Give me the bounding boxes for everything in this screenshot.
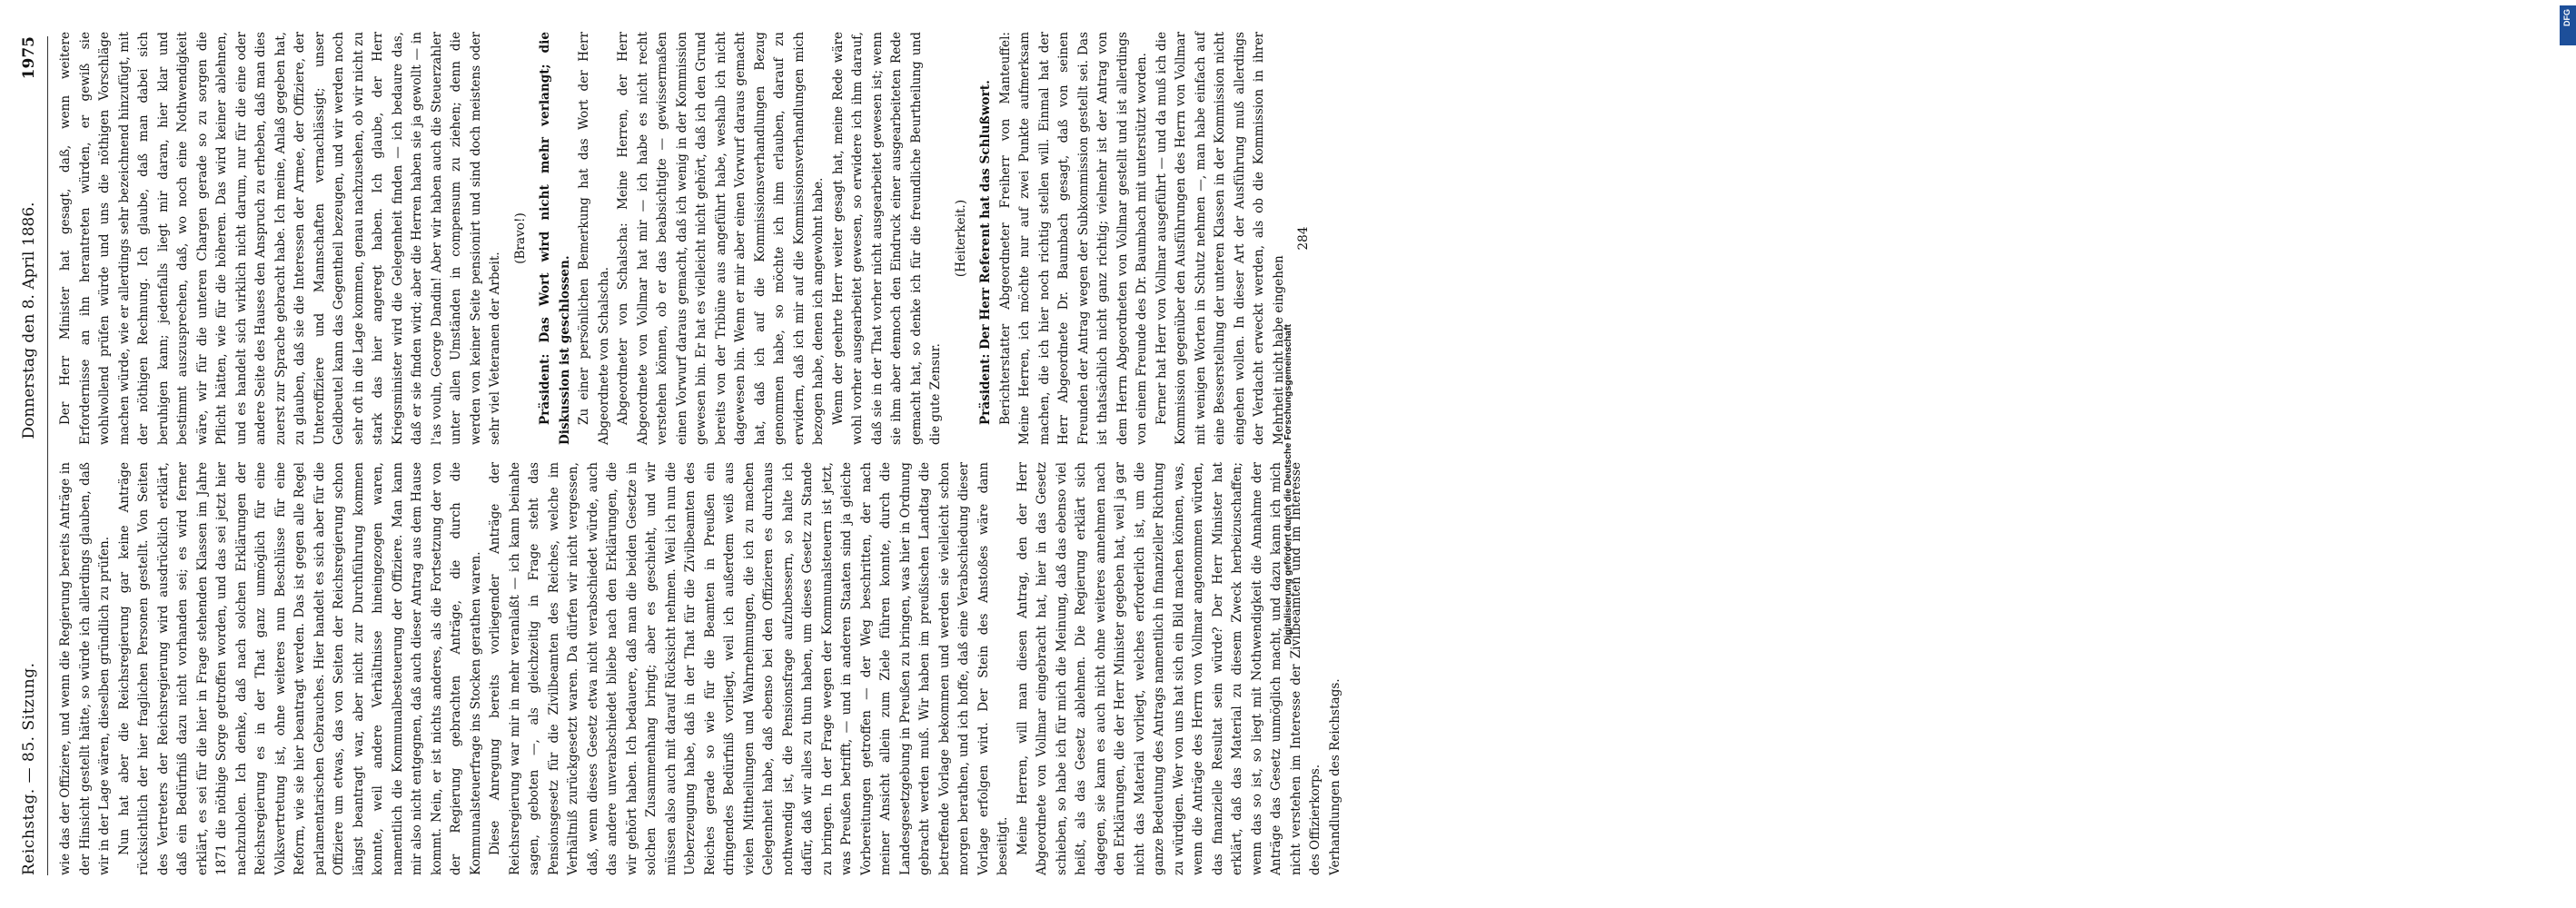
right-paragraph: Abgeordneter von Schalscha: Meine Herren, der Herr Abgeordnete von Vollmar hat mir — ich habe es nicht recht verstehen können, ob er das beabsichtigte — gewissermaßen einen Vorwurf daraus gemacht, daß ich wenig in der Kommission gewesen bin. Er hat es vielleicht nicht gehört, daß ich den Grund bereits von der Tribüne aus angeführt habe, weshalb ich nicht dagewesen bin. Wenn er mir aber einen Vorwurf daraus gemacht hat, daß ich auf die Kommissionsverhandlungen Bezug genommen habe, so möchte ich ihm erlauben, darauf zu erwidern, daß ich mir auf die Kommissionsverhandlungen mich bezogen habe, denen ich angewohnt habe.	[616, 32, 826, 445]
footer-line: Verhandlungen des Reichstags.	[1327, 678, 1342, 875]
left-paragraph: wie das der Offiziere, und wenn die Regierung bereits Anträge in der Hinsicht gestellt hätte, so würde ich allerdings glauben, daß wir in der Lage wären, dieselben gründlich zu prüfen.	[58, 462, 112, 875]
header-date: Donnerstag den 8. April 1886.	[20, 202, 38, 439]
left-column	[56, 462, 1345, 875]
right-paragraph: Ferner hat Herr von Vollmar ausgeführt — und da muß ich die Kommission gegenüber den Ausführungen des Herrn von Vollmar mit wenigen Worten in Schutz nehmen —, man habe einfach auf eine Besserstellung der unteren Klassen in der Kommission nicht eingehen wollen. In dieser Art der Ausführung muß allerdings der Verdacht erweckt werden, als ob die Kommission in ihrer Mehrheit nicht habe eingehen	[1154, 32, 1286, 445]
right-paragraph: Der Herr Minister hat gesagt, daß, wenn weitere Erfordernisse an ihn herantreten würden, er gewiß sie wohlwollend prüfen würde und uns die nöthigen Vorschläge machen würde, wie er allerdings sehr bezeichnend hinzufügt, mit der nöthigen Rechnung. Ich glaube, daß man dabei sich beruhigen kann; jedenfalls liegt mir daran, hier klar und bestimmt auszusprechen, daß, wo noch eine Nothwendigkeit wäre, wir für die unteren Chargen gerade so zu sorgen die Pflicht hätten, wie für die höheren. Das wird keiner ablehnen, und es handelt sich wirklich nicht darum, nur für die eine oder andere Seite des Hauses den Anspruch zu erheben, daß man dies zuerst zur Sprache gebracht habe. Ich meine, Anlaß gegeben hat, zu glauben, daß sie die Interessen der Armee, der Offiziere, der Unteroffiziere und Mannschaften vernachlässigt; unser Geldbeutel kann das Gegentheil bezeugen, und wir werden noch sehr oft in die Lage kommen, genau nachzusehen, ob wir nicht zu stark das hier angeregt haben. Ich glaube, der Herr Kriegsminister wird die Gelegenheit finden — ich bedaure das, daß er sie finden wird; aber die Herren haben sie ja gewollt — in l'as vouln, George Dandin! Aber wir haben auch die Steuerzahler unter allen Umständen in compensum zu ziehen; denn die werden von keiner Seite pensionirt und sind doch meistens oder sehr viel Veteranen der Arbeit.	[58, 32, 502, 445]
left-paragraph: Diese Anregung bereits vorliegender Anträge der Reichsregierung war mir in mehr veranlaßt — ich kann beinahe sagen, geboten —, als gleichzeitig in Frage steht das Pensionsgesetz für die Zivilbeamten des Reiches, welche im Verhältniß zurückgesetzt waren. Da dürfen wir nicht vergessen, daß, wenn dieses Gesetz etwa nicht verabschiedet würde, auch das andere unverabschiedet bliebe nach den Erklärungen, die wir gehört haben. Ich bedauere, daß man die beiden Gesetze in solchen Zusammenhang bringt; aber es geschieht, und wir müssen also auch mit darauf Rücksicht nehmen. Weil ich nun die Ueberzeugung habe, daß in der That für die Zivilbeamten des Reiches gerade so wie für die Beamten in Preußen ein dringendes Bedürfniß vorliegt, weil ich außerdem weiß aus vielen Mittheilungen und Wahrnehmungen, die ich zu machen Gelegenheit habe, daß ebenso bei den Offizieren es durchaus nothwendig ist, die Pensionsfrage aufzubessern, so halte ich dafür, daß wir alles zu thun haben, um dieses Gesetz zu Stande zu bringen. In der Frage wegen der Kommunalsteuern ist jetzt, was Preußen betrifft, — und in anderen Staaten sind ja gleiche Vorbereitungen getroffen — der Weg beschritten, der nach meiner Ansicht allein zum Ziele führen konnte, durch die Landesgesetzgebung in Preußen zu bringen, was hier in Ordnung gebracht werden muß. Wir haben im preußischen Landtag die betreffende Vorlage bekommen und werden sie vielleicht schon morgen berathen, und ich hoffe, daß eine Verabschiedung dieser Vorlage erfolgen wird. Der Stein des Anstoßes wäre dann beseitigt.	[488, 462, 1010, 875]
president-statement: Präsident: Der Herr Referent hat das Schlußwort.	[978, 80, 993, 425]
dfg-logo: DFG	[2560, 5, 2576, 45]
left-paragraph: Nun hat aber die Reichsregierung gar keine Anträge rücksichtlich der hier fraglichen Personen gestellt. Von Seiten des Vertreters der Reichsregierung wird ausdrücklich erklärt, daß ein Bedürfniß dazu nicht vorhanden sei; es wird ferner erklärt, es sei für die hier in Frage stehenden Klassen im Jahre 1871 die nöthige Sorge getroffen worden, und das sei jetzt hier nachzuholen. Ich denke, daß nach solchen Erklärungen der Reichsregierung es in der That ganz unmöglich für eine Volksvertretung ist, ohne weiteres nun Beschlüsse für eine Reform, wie sie hier beantragt werden. Das ist gegen alle Regel parlamentarischen Gebrauches. Hier handelt es sich aber für die Offiziere um etwas, das von Seiten der Reichsregierung schon längst beantragt war, aber nicht zur Durchführung kommen konnte, weil andere Verhältnisse hineingezogen waren, namentlich die Kommunalbesteuerung der Offiziere. Man kann mir also nicht entgegnen, daß auch dieser Antrag aus dem Hause kommt. Nein, er ist nichts anderes, als die Fortsetzung der von der Regierung gebrachten Anträge, die durch die Kommunalsteuerfrage ins Stocken gerathen waren.	[116, 462, 483, 875]
right-paragraph: Zu einer persönlichen Bemerkung hat das Wort der Herr Abgeordnete von Schalscha.	[577, 32, 611, 445]
digitization-credit-text: Digitalisierung gefördert durch die Deutsche Forschungsgemeinschaft	[1283, 324, 1293, 645]
right-paragraph: Berichterstatter Abgeordneter Freiherr von Manteuffel: Meine Herren, ich möchte nur auf zwei Punkte aufmerksam machen, die ich hier noch richtig stellen will. Einmal hat der Herr Abgeordnete Dr. Baumbach gesagt, daß von seinen Freunden der Antrag wegen der Subkommission gestellt sei. Das ist thatsächlich nicht ganz richtig; vielmehr ist der Antrag von dem Herrn Abgeordneten von Vollmar gestellt und ist allerdings von einem Freunde des Dr. Baumbach mit unterstützt worden.	[997, 32, 1149, 445]
right-column	[56, 32, 1320, 445]
president-statement: Präsident: Das Wort wird nicht mehr verlangt; die Diskussion ist geschlossen.	[538, 32, 572, 445]
header-rule	[47, 36, 48, 875]
left-paragraph: Meine Herren, will man diesen Antrag, den der Herr Abgeordnete von Vollmar eingebracht hat, hier in das Gesetz schieben, so habe ich für mich die Meinung, daß das ebenso viel heißt, als das Gesetz ablehnen. Die Regierung erklärt sich dagegen, sie kann es auch nicht ohne weiteres annehmen nach den Erklärungen, die der Herr Minister gegeben hat, weil ja gar nicht das Material vorliegt, welches erforderlich ist, um die ganze Bedeutung des Antrags namentlich in finanzieller Richtung zu würdigen. Wer von uns hat sich ein Bild machen können, was, wenn die Anträge des Herrn von Vollmar angenommen würden, das finanzielle Resultat sein würde? Der Herr Minister hat erklärt, daß das Material zu diesem Zweck herbeizuschaffen; wenn das so ist, so liegt mit Nothwendigkeit die Annahme der Anträge das Gesetz unmöglich macht, und dazu kann ich mich nicht verstehen im Interesse der Zivilbeamten und im Interesse des Offizierkorps.	[1015, 462, 1323, 875]
signature-mark: 284	[1296, 226, 1311, 251]
page-number: 1975	[20, 36, 38, 80]
right-paragraph: Wenn der geehrte Herr weiter gesagt hat, meine Rede wäre wohl vorher ausgearbeitet gewesen, so erwidere ich ihm darauf, daß sie in der That vorher nicht ausgearbeitet gewesen ist; wenn sie ihm aber dennoch den Eindruck einer ausgearbeiteten Rede gemacht hat, so denke ich für die freundliche Beurtheilung und die gute Zensur.	[830, 32, 943, 445]
applause-note: (Bravo!)	[512, 212, 528, 264]
header-session-title: Reichstag. — 85. Sitzung.	[20, 662, 38, 875]
page-header	[20, 36, 47, 875]
laughter-note: (Heiterkeit.)	[953, 199, 968, 278]
